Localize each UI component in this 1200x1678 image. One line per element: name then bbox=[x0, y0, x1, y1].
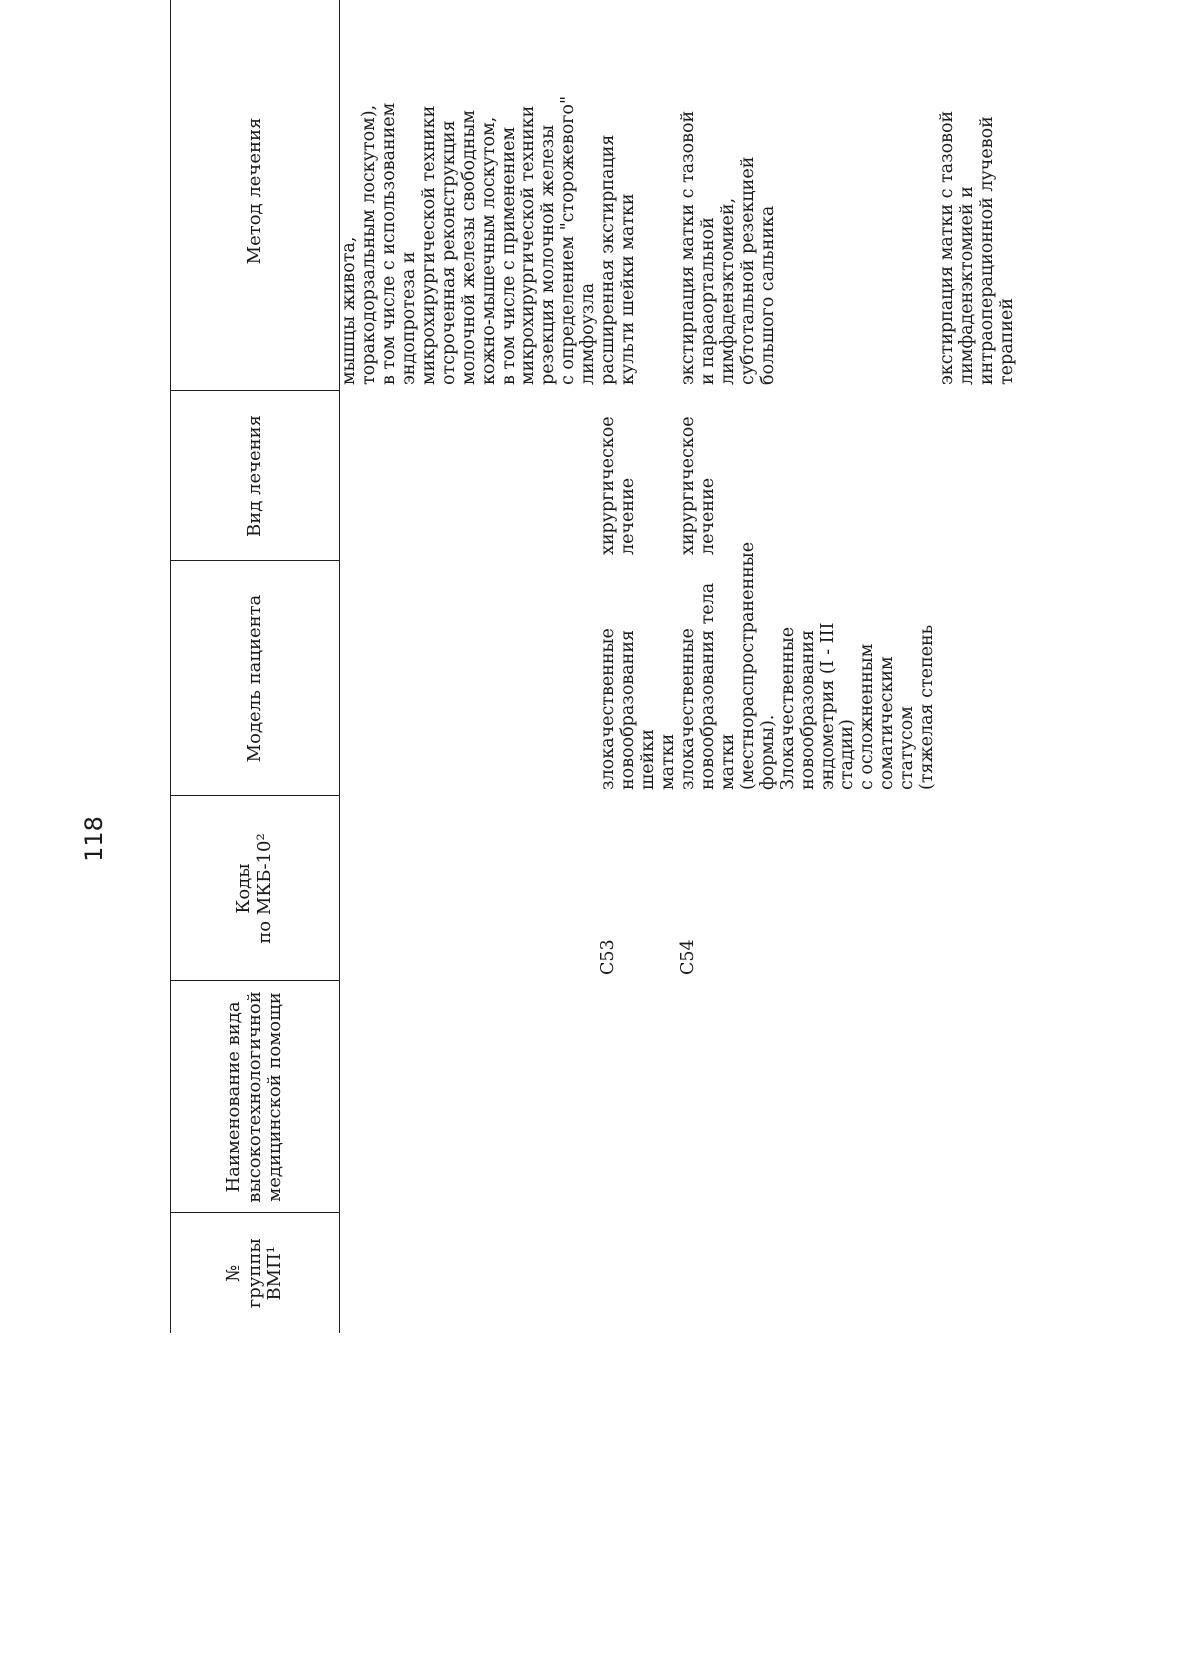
cell-name bbox=[938, 981, 1018, 1213]
cell-model bbox=[340, 561, 440, 796]
cell-treatment bbox=[340, 391, 440, 561]
cell-code bbox=[340, 796, 440, 981]
table-row bbox=[539, 0, 599, 1333]
table-row bbox=[679, 0, 938, 1333]
table-row bbox=[599, 0, 679, 1333]
cell-treatment bbox=[440, 391, 540, 561]
cell-name bbox=[440, 981, 540, 1213]
header-treatment-method: Метод лечения bbox=[171, 0, 340, 391]
cell-method: расширенная экстирпация культи шейки матки bbox=[598, 134, 639, 385]
cell-group bbox=[938, 1213, 1018, 1333]
cell-method: экстирпация матки с тазовой лимфаденэктомией и интраоперационной лучевой терапией bbox=[937, 110, 1017, 385]
cell-group bbox=[599, 1213, 679, 1333]
header-patient-model: Модель пациента bbox=[171, 561, 340, 796]
cell-code: C53 bbox=[598, 939, 619, 975]
cell-code bbox=[938, 796, 1018, 981]
cell-model bbox=[440, 561, 540, 796]
cell-group bbox=[440, 1213, 540, 1333]
cell-name bbox=[599, 981, 679, 1213]
cell-treatment: хирургическое лечение bbox=[598, 416, 639, 555]
cell-code bbox=[440, 796, 540, 981]
cell-method: резекция молочной железы с определением "сторожевого" лимфоузла bbox=[538, 96, 599, 385]
cell-name bbox=[340, 981, 440, 1213]
cell-group bbox=[539, 1213, 599, 1333]
page-number: 118 bbox=[80, 816, 108, 862]
cell-treatment: хирургическое лечение bbox=[677, 416, 718, 555]
cell-name bbox=[539, 981, 599, 1213]
cell-model bbox=[539, 561, 599, 796]
cell-model bbox=[938, 561, 1018, 796]
cell-group bbox=[340, 1213, 440, 1333]
header-icd-codes: Коды по МКБ-10² bbox=[171, 796, 340, 981]
cell-code bbox=[539, 796, 599, 981]
table-row bbox=[938, 0, 1018, 1333]
cell-method: отсроченная реконструкция молочной железы свободным кожно-мышечным лоскутом, в том числе с применением микрохирургической техники bbox=[438, 105, 539, 385]
cell-treatment bbox=[539, 391, 599, 561]
cell-treatment bbox=[938, 391, 1018, 561]
cell-group bbox=[679, 1213, 938, 1333]
cell-method: мышцы живота, торакодорзальным лоскутом), в том числе с использованием эндопротеза и микрохирургической техники bbox=[339, 102, 439, 385]
cell-method: экстирпация матки с тазовой и парааортальной лимфаденэктомией, субтотальной резекцией большого сальника bbox=[677, 110, 778, 385]
table-row bbox=[340, 0, 440, 1333]
cell-model: злокачественные новообразования шейки матки bbox=[598, 628, 678, 790]
header-treatment-type: Вид лечения bbox=[171, 391, 340, 561]
vmp-table bbox=[170, 0, 1018, 1333]
table-header-row bbox=[171, 0, 340, 1333]
table-row bbox=[440, 0, 540, 1333]
header-vmp-name: Наименование вида высокотехнологичной медицинской помощи bbox=[171, 981, 340, 1213]
header-group-number: № группы ВМП¹ bbox=[171, 1213, 340, 1333]
cell-model: злокачественные новообразования тела матки (местнораспространенные формы). Злокачественные новообразования эндометрия (I - III стадии) с осложненным соматическим статусом (тяжелая степень bbox=[677, 541, 938, 790]
cell-name bbox=[679, 981, 938, 1213]
cell-code: C54 bbox=[677, 939, 698, 975]
